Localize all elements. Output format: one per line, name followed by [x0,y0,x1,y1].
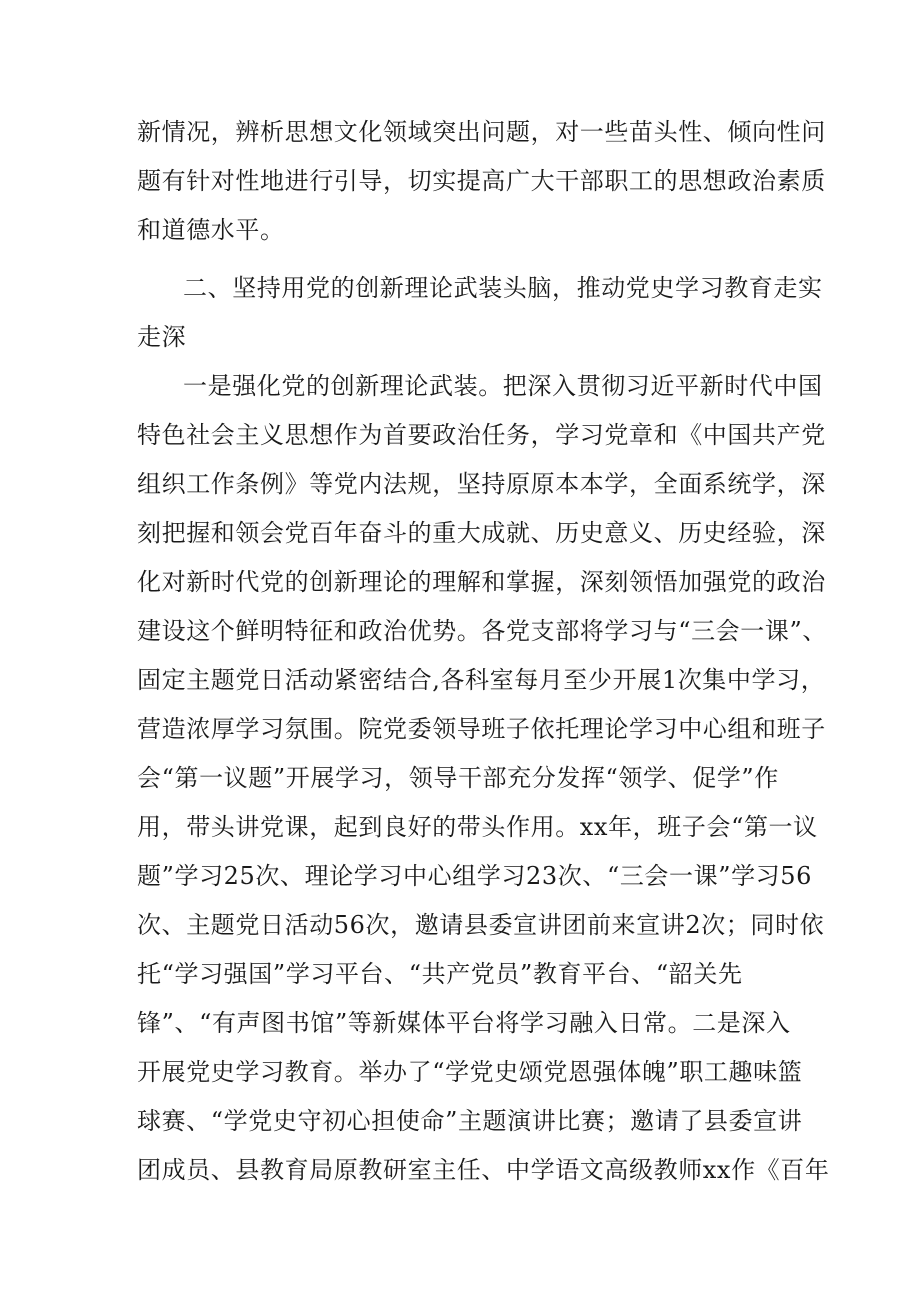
text-line: 营造浓厚学习氛围。院党委领导班子依托理论学习中心组和班子 [137,715,826,743]
text-line: 和道德水平。 [137,216,285,244]
section-heading [137,264,823,362]
text-line: 固定主题党日活动紧密结合,各科室每月至少开展1次集中学习， [137,666,826,694]
text-line: 锋”、“有声图书馆”等新媒体平台将学习融入日常。二是深入 [137,1009,791,1037]
paragraph-body [137,362,830,1195]
text-line: 组织工作条例》等党内法规，坚持原原本本学，全面系统学，深 [137,470,826,498]
text-line: 用，带头讲党课，起到良好的带头作用。xx年，班子会“第一议 [137,813,818,841]
text-line: 会“第一议题”开展学习，领导干部充分发挥“领学、促学”作 [137,764,779,792]
text-line: 化对新时代党的创新理论的理解和掌握，深刻领悟加强党的政治 [137,568,826,596]
text-line: 一是强化党的创新理论武装。把深入贯彻习近平新时代中国 [183,372,823,400]
document-body [137,108,830,1195]
text-line: 题有针对性地进行引导，切实提高广大干部职工的思想政治素质 [137,167,826,195]
text-line: 刻把握和领会党百年奋斗的重大成就、历史意义、历史经验，深 [137,519,826,547]
paragraph-gap [137,255,797,264]
text-line: 新情况，辨析思想文化领域突出问题，对一些苗头性、倾向性问 [137,118,826,146]
text-line: 建设这个鲜明特征和政治优势。各党支部将学习与“三会一课”、 [137,617,827,645]
text-line: 团成员、县教育局原教研室主任、中学语文高级教师xx作《百年 [137,1156,830,1184]
text-line: 特色社会主义思想作为首要政治任务，学习党章和《中国共产党 [137,421,826,449]
heading-line: 走深 [137,323,187,351]
text-line: 开展党史学习教育。举办了“学党史颂党恩强体魄”职工趣味篮 [137,1058,803,1086]
text-line: 次、主题党日活动56次，邀请县委宣讲团前来宣讲2次；同时依 [137,911,825,939]
text-line: 题”学习25次、理论学习中心组学习23次、“三会一课”学习56 [137,862,813,890]
text-line: 托“学习强国”学习平台、“共产党员”教育平台、“韶关先 [137,960,743,988]
heading-line: 二、坚持用党的创新理论武装头脑，推动党史学习教育走实 [183,274,823,302]
text-line: 球赛、“学党史守初心担使命”主题演讲比赛；邀请了县委宣讲 [137,1107,803,1135]
paragraph-continued [137,108,826,255]
